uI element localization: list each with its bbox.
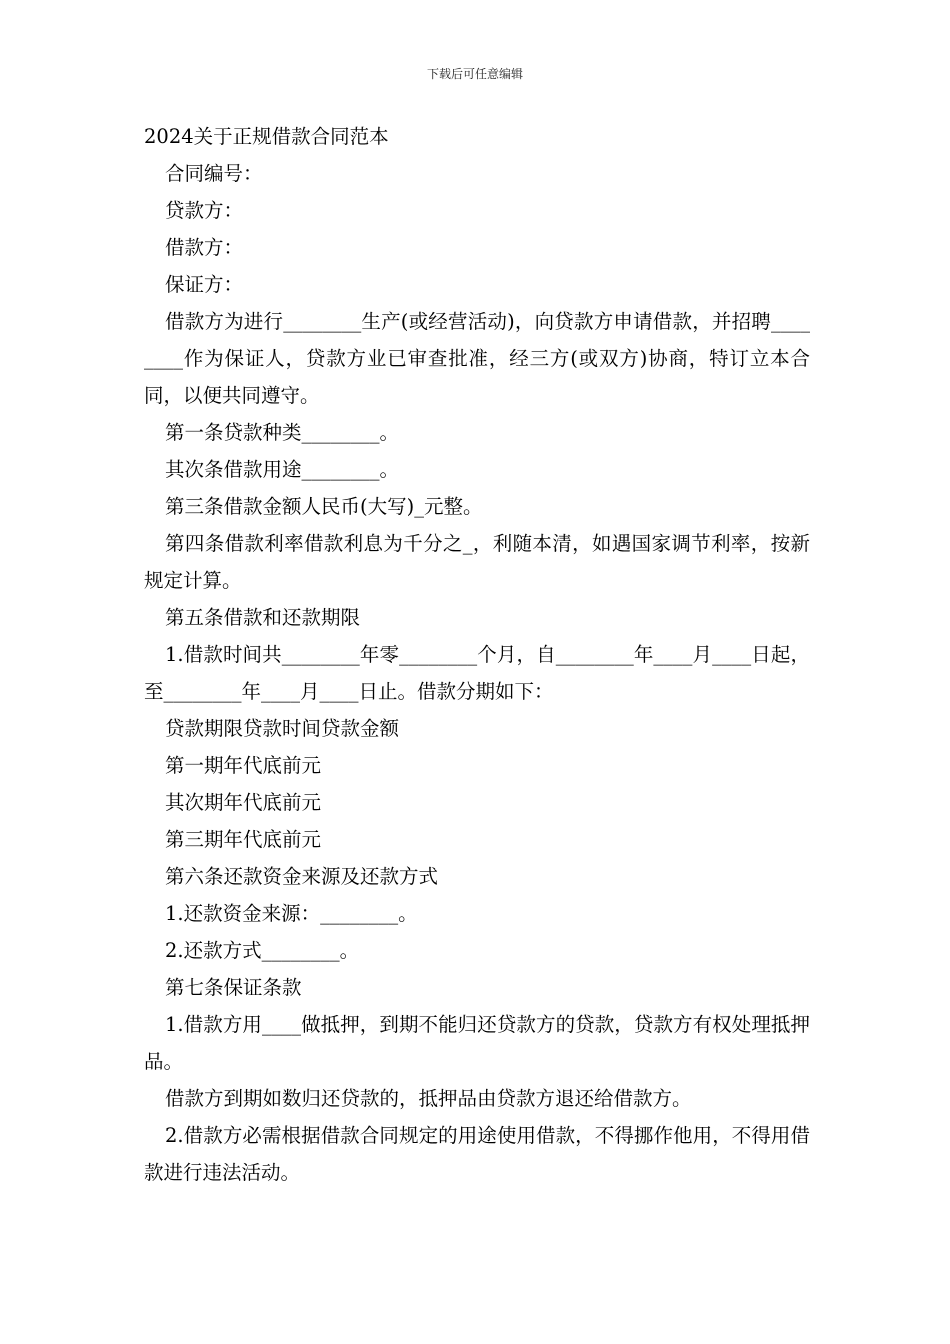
installment-3: 第三期年代底前元: [165, 828, 322, 851]
article-7-heading: 第七条保证条款: [165, 976, 302, 999]
contract-number-line: 合同编号：: [165, 162, 263, 185]
article-4: 第四条借款利率借款利息为千分之_，利随本清，如遇国家调节利率，按新规定计算。: [144, 532, 810, 592]
page-header: 下载后可任意编辑: [426, 67, 523, 81]
article-5-heading: 第五条借款和还款期限: [165, 606, 361, 629]
article-6-clause-2: 2.还款方式________。: [165, 939, 360, 962]
article-5-clause-1: 1.借款时间共________年零________个月，自________年____月____日起，至________年____月____日止。借款分期如下：: [144, 643, 810, 703]
borrower-line: 借款方：: [165, 236, 244, 259]
lender-line: 贷款方：: [165, 199, 244, 222]
document-body: [144, 118, 810, 1191]
article-1: 第一条贷款种类________。: [165, 421, 400, 444]
guarantor-line: 保证方：: [165, 273, 244, 296]
document-title: 2024关于正规借款合同范本: [144, 125, 389, 148]
preamble-paragraph: 借款方为进行________生产(或经营活动)，向贷款方申请借款，并招聘________作为保证人，贷款方业已审查批准，经三方(或双方)协商，特订立本合同，以便共同遵守。: [144, 310, 810, 407]
article-7-clause-1: 1.借款方用____做抵押，到期不能归还贷款方的贷款，贷款方有权处理抵押品。: [144, 1013, 810, 1073]
article-7-note: 借款方到期如数归还贷款的，抵押品由贷款方退还给借款方。: [165, 1087, 692, 1110]
installment-2: 其次期年代底前元: [165, 791, 322, 814]
article-6-clause-1: 1.还款资金来源：________。: [165, 902, 418, 925]
article-7-clause-2: 2.借款方必需根据借款合同规定的用途使用借款，不得挪作他用，不得用借款进行违法活动。: [144, 1124, 810, 1184]
installment-header: 贷款期限贷款时间贷款金额: [165, 717, 400, 740]
article-6-heading: 第六条还款资金来源及还款方式: [165, 865, 439, 888]
article-2: 其次条借款用途________。: [165, 458, 400, 481]
article-3: 第三条借款金额人民币(大写)_元整。: [165, 495, 483, 518]
installment-1: 第一期年代底前元: [165, 754, 322, 777]
